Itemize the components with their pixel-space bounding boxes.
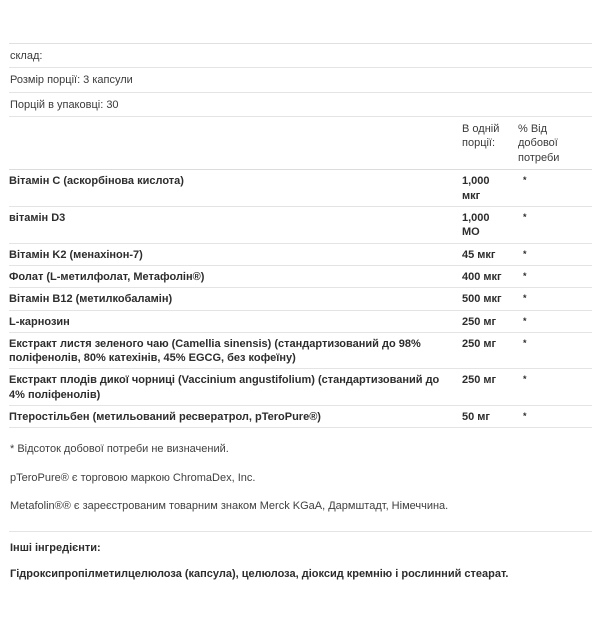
daily-value-asterisk: * [523, 212, 527, 223]
other-ingredients-section [9, 531, 592, 581]
composition-label: склад: [10, 50, 43, 62]
table-row [9, 288, 592, 310]
table-header-row [9, 117, 592, 171]
table-row [9, 207, 592, 244]
ingredient-name: Екстракт листя зеленого чаю (Camellia sinensis) (стандартизований до 98% поліфенолів, 80% катехінів, 45% EGCG, без кофеїну) [9, 337, 421, 365]
daily-value-asterisk: * [523, 411, 527, 421]
ingredient-name: Вітамін B12 (метилкобаламін) [9, 293, 173, 306]
table-row [9, 266, 592, 288]
ingredient-amount: 250 мг [462, 315, 497, 328]
serving-size-row [9, 68, 592, 92]
ingredient-amount: 500 мкг [462, 293, 502, 306]
ingredient-name: Птеростільбен (метильований ресвератрол, pTeroPure®) [9, 411, 321, 423]
daily-value-column-header: % Від добової потреби [518, 122, 560, 164]
servings-per-container-label: Порцій в упаковці: 30 [10, 98, 119, 111]
table-row [9, 244, 592, 266]
daily-value-asterisk: * [523, 175, 527, 186]
supplement-facts-panel [9, 43, 592, 581]
ingredient-name: L-карнозин [9, 315, 70, 328]
table-row [9, 369, 592, 406]
other-ingredients-text: Гідроксипропілметилцелюлоза (капсула), целюлоза, діоксид кремнію і рослинний стеарат. [10, 568, 509, 581]
daily-value-asterisk: * [523, 374, 527, 385]
daily-value-asterisk: * [523, 293, 527, 304]
ingredient-name: вітамін D3 [9, 212, 66, 225]
ingredient-amount: 1,000 МО [462, 212, 490, 239]
table-row [9, 333, 592, 370]
ingredient-name: Вітамін K2 (менахінон-7) [9, 248, 143, 261]
ingredient-name: Екстракт плодів дикої чорниці (Vaccinium angustifolium) (стандартизований до 4% поліфенолів) [9, 374, 440, 401]
footnote-metafolin: Metafolin®® є зареєстрованим товарним знаком Merck KGaA, Дармштадт, Німеччина. [10, 499, 449, 512]
composition-row [9, 43, 592, 68]
servings-per-container-row [9, 93, 592, 117]
daily-value-asterisk: * [523, 248, 527, 259]
ingredient-amount: 400 мкг [462, 270, 502, 283]
footnotes-section [9, 428, 592, 531]
ingredient-amount: 250 мг [462, 337, 497, 350]
daily-value-asterisk: * [523, 270, 527, 281]
daily-value-asterisk: * [523, 315, 527, 326]
daily-value-asterisk: * [523, 337, 527, 348]
ingredient-table [9, 170, 592, 428]
serving-size-label: Розмір порції: 3 капсули [10, 74, 133, 87]
ingredient-name: Фолат (L-метилфолат, Метафолін®) [9, 270, 205, 283]
ingredient-amount: 50 мг [462, 411, 491, 423]
footnote-daily-value: * Відсоток добової потреби не визначений. [10, 443, 229, 456]
table-row [9, 311, 592, 333]
ingredient-amount: 45 мкг [462, 248, 496, 261]
table-row [9, 170, 592, 207]
ingredient-amount: 250 мг [462, 374, 497, 387]
ingredient-name: Вітамін C (аскорбінова кислота) [9, 175, 184, 188]
footnote-pteropure: pTeroPure® є торговою маркою ChromaDex, Inc. [10, 471, 256, 484]
table-row [9, 406, 592, 428]
other-ingredients-label: Інші інгредієнти: [10, 542, 101, 555]
ingredient-amount: 1,000 мкг [462, 175, 490, 202]
amount-column-header: В одній порції: [462, 122, 500, 150]
